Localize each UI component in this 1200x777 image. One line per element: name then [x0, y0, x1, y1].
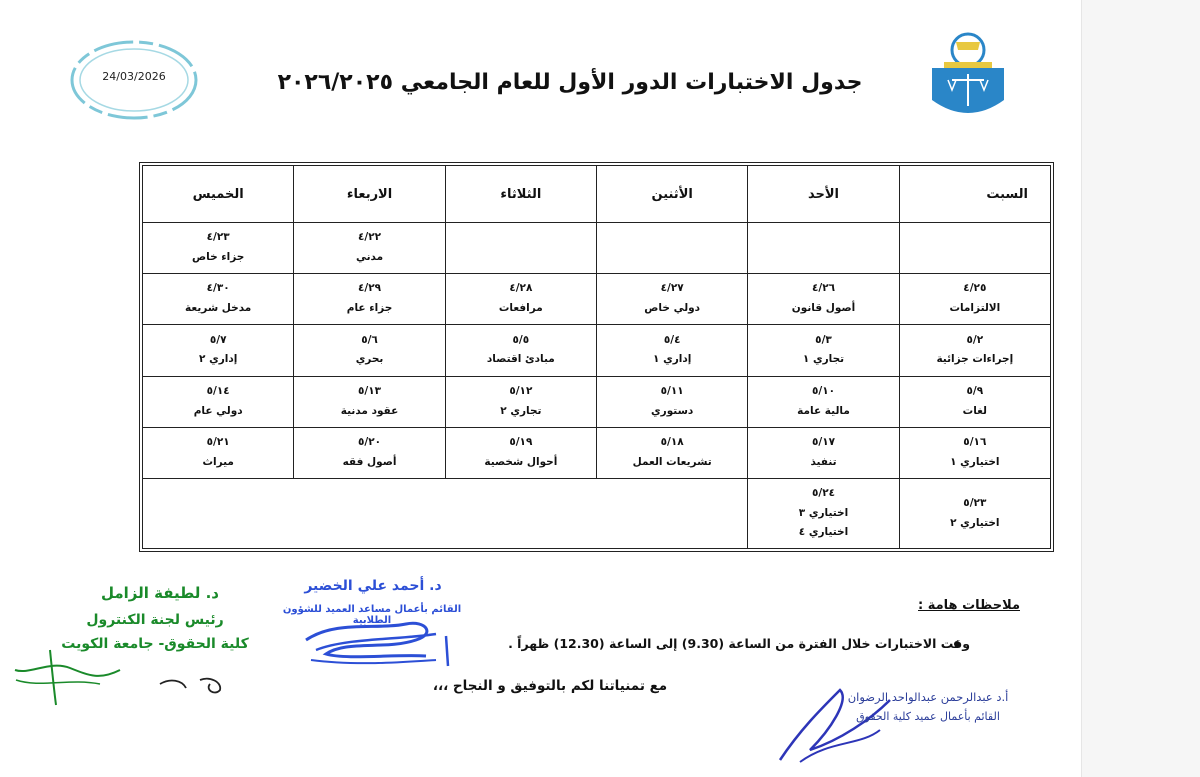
exam-subject: تشريعات العمل [632, 455, 712, 468]
exam-subject: مدخل شريعة [185, 302, 252, 315]
exam-subject: مدني [355, 251, 384, 264]
exam-date: ٥/٣ [815, 333, 832, 346]
exam-date: ٤/٢٦ [811, 282, 836, 295]
exam-date: ٥/٩ [966, 384, 984, 397]
table-row [143, 479, 1051, 549]
exam-date: ٥/٢٠ [357, 435, 382, 448]
exam-date: ٥/٢ [966, 333, 984, 346]
table-header-row [143, 166, 1051, 223]
date-stamp [68, 36, 200, 124]
exam-cell [597, 376, 748, 427]
exam-cell [899, 376, 1050, 427]
page-title: جدول الاختبارات الدور الأول للعام الجامعي ٢٠٢٦/٢٠٢٥ [277, 70, 863, 95]
exam-cell [597, 274, 748, 325]
exam-subject: إداري ١ [653, 353, 692, 366]
exam-subject: إداري ٢ [199, 353, 238, 366]
exam-date: ٥/١٩ [509, 435, 533, 448]
signatory-title: كلية الحقوق- جامعة الكويت [61, 636, 249, 652]
exam-cell [143, 427, 294, 478]
day-header: الاربعاء [294, 166, 445, 223]
day-header: السبت [899, 166, 1050, 223]
exam-subject: جزاء خاص [192, 251, 245, 264]
exam-cell [899, 325, 1050, 376]
exam-date: ٤/٢٧ [660, 282, 684, 295]
exam-cell [597, 427, 748, 478]
exam-date: ٤/٢٨ [509, 282, 533, 295]
exam-cell [143, 325, 294, 376]
exam-cell [748, 274, 899, 325]
exam-subject: الالتزامات [949, 302, 1001, 315]
exam-cell [294, 427, 445, 478]
day-header: الثلاثاء [445, 166, 596, 223]
exam-subject: تنفيذ [810, 455, 837, 468]
table-row [143, 274, 1051, 325]
exam-subject: عقود مدنية [340, 404, 399, 417]
stamp-date: 24/03/2026 [102, 70, 166, 83]
day-header: الخميس [143, 166, 294, 223]
exam-cell [899, 274, 1050, 325]
signature-scrawl-icon [10, 640, 260, 710]
signatory-title: القائم بأعمال عميد كلية الحقوق [856, 710, 1000, 723]
exam-cell [899, 479, 1050, 549]
notes-title: ملاحظات هامة : [918, 598, 1020, 613]
exam-cell [899, 427, 1050, 478]
exam-date: ٥/٢١ [206, 435, 230, 448]
day-header: الأثنين [597, 166, 748, 223]
exam-date: ٤/٣٠ [206, 282, 230, 295]
exam-subject: اختياري ١ [950, 455, 1000, 468]
exam-date: ٥/٧ [209, 333, 227, 346]
empty-merged-cell [143, 479, 748, 549]
exam-date: ٥/١٦ [963, 435, 987, 448]
exam-date: ٥/١٧ [811, 435, 836, 448]
exam-subject: لغات [962, 404, 988, 417]
exam-subject: تجاري ١ [802, 353, 845, 366]
exam-date: ٥/٥ [512, 333, 530, 346]
exam-cell [899, 223, 1050, 274]
exam-cell [445, 376, 596, 427]
page-edge [1081, 0, 1200, 777]
exam-subject: أحوال شخصية [484, 455, 558, 468]
exam-date: ٥/٤ [663, 333, 681, 346]
exam-date: ٥/١٨ [660, 435, 684, 448]
signature-scrawl-icon [286, 610, 466, 680]
exam-cell [748, 376, 899, 427]
exam-cell [597, 325, 748, 376]
exam-cell [445, 223, 596, 274]
exam-subject-2: اختياري ٤ [798, 526, 849, 539]
exam-date: ٤/٢٣ [206, 231, 230, 244]
exam-date: ٥/١١ [660, 384, 684, 397]
exam-subject: دستوري [651, 404, 694, 417]
exam-date: ٥/١٢ [509, 384, 533, 397]
exam-cell [294, 223, 445, 274]
exam-cell [294, 376, 445, 427]
exam-cell [445, 325, 596, 376]
exam-subject: أصول قانون [791, 302, 856, 315]
exam-cell [143, 376, 294, 427]
exam-subject: ميراث [202, 455, 234, 468]
law-scales-logo-icon [926, 28, 1010, 128]
exam-cell [597, 223, 748, 274]
exam-date: ٥/٢٤ [811, 486, 836, 499]
exam-subject: مبادئ اقتصاد [486, 353, 555, 366]
day-header: الأحد [748, 166, 899, 223]
exam-subject: اختياري ٣ [798, 506, 849, 519]
exam-subject: مالية عامة [797, 404, 850, 417]
exam-cell [294, 325, 445, 376]
exam-cell [748, 223, 899, 274]
exam-cell [294, 274, 445, 325]
exam-subject: تجاري ٢ [500, 404, 542, 417]
exam-schedule-table [142, 165, 1051, 549]
exam-subject: جزاء عام [346, 302, 393, 315]
exam-subject: دولي خاص [644, 302, 701, 315]
signatory-name: د. لطيفة الزامل [100, 584, 220, 602]
exam-date: ٤/٢٢ [357, 231, 382, 244]
exam-subject: اختياري ٢ [950, 516, 1000, 529]
exam-subject: بحري [355, 353, 384, 366]
exam-subject: إجراءات جزائية [936, 353, 1014, 366]
exam-date: ٥/٢٣ [963, 496, 987, 509]
exam-date: ٤/٢٥ [963, 282, 987, 295]
exam-cell [143, 223, 294, 274]
exam-cell [748, 479, 899, 549]
signatory-name: أ.د عبدالرحمن عبدالواحد الرضوان [847, 690, 1009, 704]
note-item: وقت الاختبارات خلال الفترة من الساعة (9.30) إلى الساعة (12.30) ظهراً . [508, 636, 970, 651]
signatory-title: رئيس لجنة الكنترول [86, 612, 224, 628]
exam-cell [748, 427, 899, 478]
exam-cell [445, 427, 596, 478]
exam-subject: أصول فقه [342, 455, 397, 468]
table-row [143, 223, 1051, 274]
faculty-logo [926, 28, 1010, 128]
exam-cell [445, 274, 596, 325]
closing-message: مع تمنياتنا لكم بالتوفيق و النجاح ،،، [432, 678, 668, 694]
table-row [143, 427, 1051, 478]
exam-date: ٤/٢٩ [357, 282, 382, 295]
signatory-title: القائم بأعمال مساعد العميد للشؤون الطلابية [282, 604, 462, 626]
exam-date: ٥/١٠ [811, 384, 836, 397]
exam-cell [748, 325, 899, 376]
exam-date: ٥/١٤ [206, 384, 230, 397]
exam-subject: دولي عام [193, 404, 243, 417]
table-row [143, 325, 1051, 376]
exam-date: ٥/٦ [361, 333, 378, 346]
exam-subject: مرافعات [498, 302, 543, 315]
exam-date: ٥/١٣ [357, 384, 382, 397]
exam-cell [143, 274, 294, 325]
table-row [143, 376, 1051, 427]
signatory-name: د. أحمد علي الخضير [304, 578, 442, 594]
